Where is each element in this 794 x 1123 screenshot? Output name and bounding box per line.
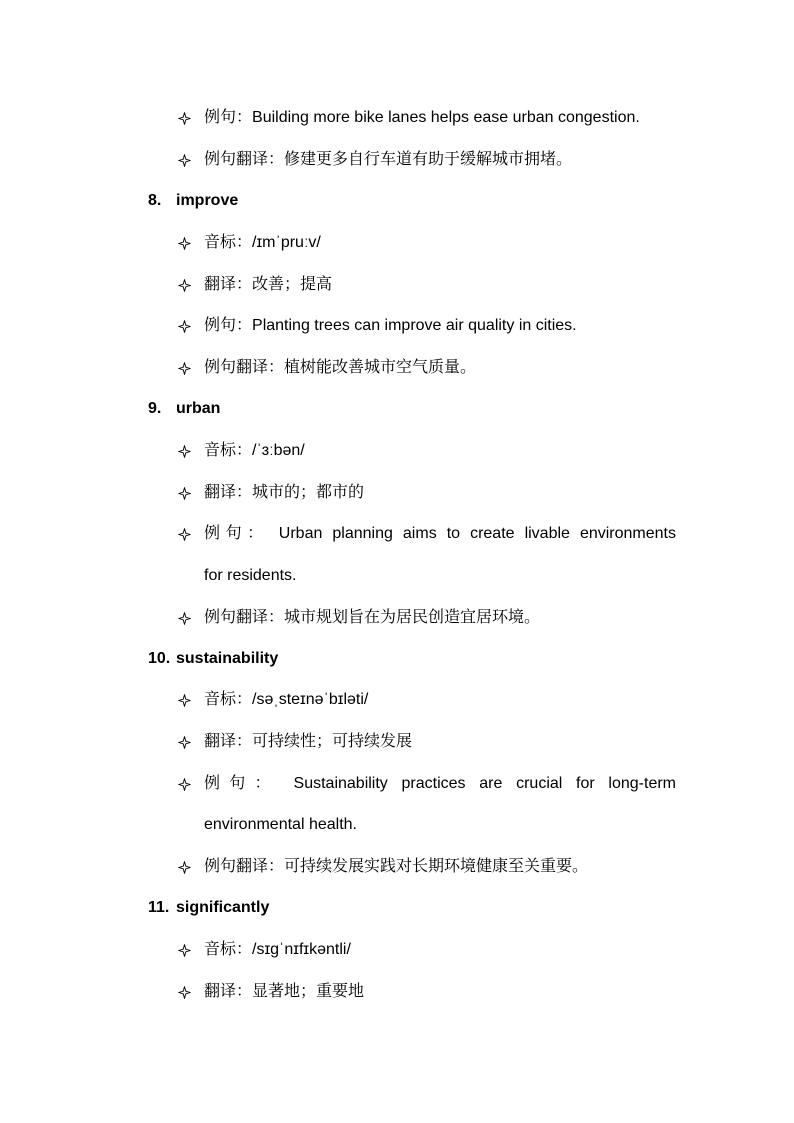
phonetic-label: 音标： bbox=[204, 691, 253, 708]
star-bullet-icon bbox=[176, 940, 192, 960]
example-label: 例句： bbox=[204, 317, 253, 334]
entry-word: urban bbox=[176, 400, 221, 417]
example-translation-label: 例句翻译： bbox=[204, 609, 285, 626]
entry-word: improve bbox=[176, 192, 239, 209]
star-bullet-icon bbox=[176, 732, 192, 752]
example-translation-label: 例句翻译： bbox=[204, 359, 285, 376]
entry-number: 9. bbox=[148, 400, 162, 417]
phonetic-text: /ɪmˈpruːv/ bbox=[252, 234, 321, 251]
entry7-example bbox=[176, 108, 676, 128]
example-text-line1: Sustainability practices are crucial for long-term bbox=[293, 775, 676, 792]
example-text: Building more bike lanes helps ease urban congestion. bbox=[252, 109, 640, 126]
translation-text: 改善；提高 bbox=[252, 276, 333, 293]
entry9-example-translation bbox=[176, 608, 676, 628]
entry11-phonetic bbox=[176, 940, 676, 960]
star-bullet-icon bbox=[176, 483, 192, 503]
entry9-example-continuation: for residents. bbox=[204, 567, 297, 584]
entry8-translation bbox=[176, 275, 676, 295]
entry9-translation bbox=[176, 483, 676, 503]
translation-text: 城市的；都市的 bbox=[252, 484, 365, 501]
entry10-example-translation bbox=[176, 857, 676, 877]
entry8-heading bbox=[148, 191, 238, 211]
entry8-phonetic bbox=[176, 233, 676, 253]
star-bullet-icon bbox=[176, 608, 192, 628]
star-bullet-icon bbox=[176, 358, 192, 378]
entry-word: significantly bbox=[176, 899, 270, 916]
entry9-example bbox=[176, 524, 676, 544]
example-translation-label: 例句翻译： bbox=[204, 858, 285, 875]
entry8-example-translation bbox=[176, 358, 676, 378]
entry9-heading bbox=[148, 399, 220, 419]
entry-number: 10. bbox=[148, 650, 171, 667]
entry9-phonetic bbox=[176, 441, 676, 461]
star-bullet-icon bbox=[176, 774, 192, 794]
star-bullet-icon bbox=[176, 690, 192, 710]
star-bullet-icon bbox=[176, 275, 192, 295]
star-bullet-icon bbox=[176, 441, 192, 461]
entry11-translation bbox=[176, 982, 676, 1002]
example-translation-text: 修建更多自行车道有助于缓解城市拥堵。 bbox=[284, 151, 573, 168]
entry-number: 8. bbox=[148, 192, 162, 209]
star-bullet-icon bbox=[176, 150, 192, 170]
phonetic-label: 音标： bbox=[204, 234, 253, 251]
entry10-phonetic bbox=[176, 690, 676, 710]
phonetic-text: /ˈɜːbən/ bbox=[252, 442, 305, 459]
translation-text: 显著地；重要地 bbox=[252, 983, 365, 1000]
phonetic-text: /sɪɡˈnɪfɪkəntli/ bbox=[252, 941, 351, 958]
translation-text: 可持续性；可持续发展 bbox=[252, 733, 413, 750]
example-label: 例句： bbox=[204, 525, 269, 542]
star-bullet-icon bbox=[176, 316, 192, 336]
entry8-example bbox=[176, 316, 676, 336]
entry10-translation bbox=[176, 732, 676, 752]
entry11-heading bbox=[148, 898, 269, 918]
phonetic-label: 音标： bbox=[204, 442, 253, 459]
translation-label: 翻译： bbox=[204, 733, 253, 750]
entry7-example-translation bbox=[176, 150, 676, 170]
phonetic-text: /səˌsteɪnəˈbɪləti/ bbox=[252, 691, 369, 708]
example-translation-text: 可持续发展实践对长期环境健康至关重要。 bbox=[284, 858, 589, 875]
translation-label: 翻译： bbox=[204, 276, 253, 293]
example-label: 例句： bbox=[204, 109, 253, 126]
phonetic-label: 音标： bbox=[204, 941, 253, 958]
entry10-heading bbox=[148, 649, 278, 669]
star-bullet-icon bbox=[176, 857, 192, 877]
star-bullet-icon bbox=[176, 982, 192, 1002]
example-translation-text: 城市规划旨在为居民创造宜居环境。 bbox=[284, 609, 541, 626]
entry10-example bbox=[176, 774, 676, 794]
star-bullet-icon bbox=[176, 233, 192, 253]
translation-label: 翻译： bbox=[204, 484, 253, 501]
entry-number: 11. bbox=[148, 899, 170, 916]
example-label: 例句： bbox=[204, 775, 280, 792]
example-text: Planting trees can improve air quality in cities. bbox=[252, 317, 577, 334]
translation-label: 翻译： bbox=[204, 983, 253, 1000]
star-bullet-icon bbox=[176, 524, 192, 544]
example-text-line1: Urban planning aims to create livable environments bbox=[278, 525, 676, 542]
example-translation-text: 植树能改善城市空气质量。 bbox=[284, 359, 477, 376]
entry10-example-continuation: environmental health. bbox=[204, 816, 357, 833]
entry-word: sustainability bbox=[176, 650, 279, 667]
example-translation-label: 例句翻译： bbox=[204, 151, 285, 168]
star-bullet-icon bbox=[176, 108, 192, 128]
